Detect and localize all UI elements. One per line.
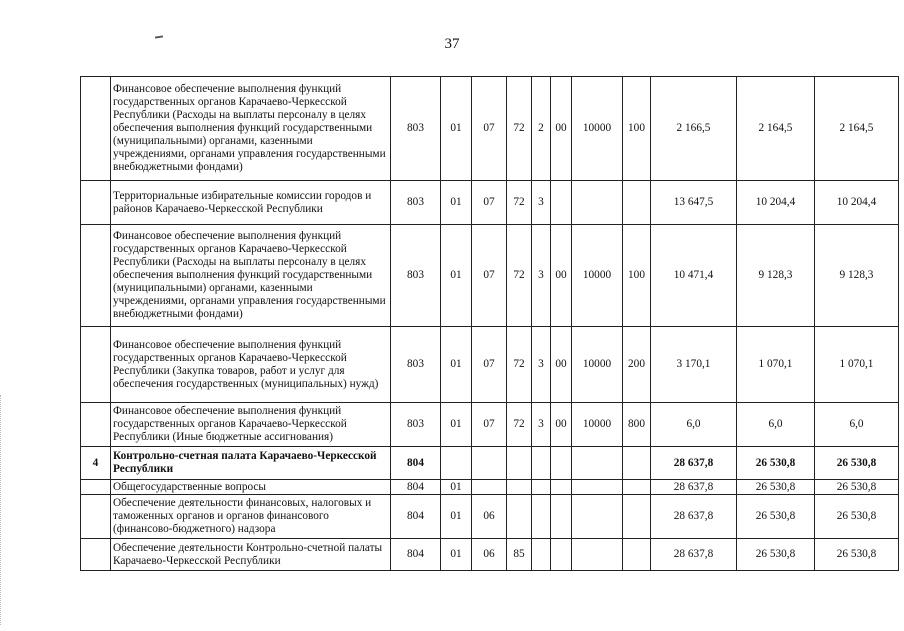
amount-year-2: 9 128,3 <box>737 225 815 327</box>
expense-type-code <box>623 539 651 571</box>
subsection-code: 07 <box>472 225 507 327</box>
expense-type-code: 100 <box>623 225 651 327</box>
subsection-code: 07 <box>472 327 507 403</box>
amount-year-2: 10 204,4 <box>737 181 815 225</box>
direction-code: 10000 <box>572 77 623 181</box>
row-number <box>81 225 111 327</box>
row-description: Территориальные избирательные комиссии городов и районов Карачаево-Черкесской Республики <box>111 181 391 225</box>
ministry-code: 803 <box>391 327 441 403</box>
amount-year-3: 1 070,1 <box>815 327 899 403</box>
direction-code <box>572 447 623 480</box>
expense-type-code: 200 <box>623 327 651 403</box>
row-number <box>81 181 111 225</box>
row-description: Финансовое обеспечение выполнения функций государственных органов Карачаево-Черкесской Республики (Закупка товаров, работ и услуг для обеспечения государственных (муниципальных) нужд) <box>111 327 391 403</box>
row-number: 4 <box>81 447 111 480</box>
amount-year-1: 28 637,8 <box>651 447 737 480</box>
amount-year-1: 28 637,8 <box>651 539 737 571</box>
subsection-code: 07 <box>472 181 507 225</box>
amount-year-2: 2 164,5 <box>737 77 815 181</box>
main-event-code <box>551 181 572 225</box>
table-row <box>81 77 899 181</box>
amount-year-1: 3 170,1 <box>651 327 737 403</box>
program-code: 72 <box>507 181 532 225</box>
table-row <box>81 327 899 403</box>
amount-year-1: 28 637,8 <box>651 495 737 539</box>
amount-year-1: 10 471,4 <box>651 225 737 327</box>
expense-type-code: 100 <box>623 77 651 181</box>
ministry-code: 803 <box>391 77 441 181</box>
expense-type-code: 800 <box>623 403 651 447</box>
budget-table <box>80 76 899 571</box>
ministry-code: 804 <box>391 480 441 495</box>
main-event-code <box>551 447 572 480</box>
expense-type-code <box>623 181 651 225</box>
row-number <box>81 327 111 403</box>
main-event-code <box>551 495 572 539</box>
amount-year-1: 2 166,5 <box>651 77 737 181</box>
program-code: 72 <box>507 403 532 447</box>
table-row <box>81 181 899 225</box>
direction-code: 10000 <box>572 403 623 447</box>
subsection-code: 06 <box>472 495 507 539</box>
direction-code: 10000 <box>572 225 623 327</box>
table-row <box>81 225 899 327</box>
amount-year-2: 1 070,1 <box>737 327 815 403</box>
subsection-code: 07 <box>472 403 507 447</box>
row-number <box>81 480 111 495</box>
amount-year-2: 26 530,8 <box>737 495 815 539</box>
section-code: 01 <box>441 539 472 571</box>
ministry-code: 804 <box>391 539 441 571</box>
main-event-code <box>551 480 572 495</box>
ministry-code: 803 <box>391 403 441 447</box>
main-event-code: 00 <box>551 77 572 181</box>
direction-code <box>572 480 623 495</box>
direction-code: 10000 <box>572 327 623 403</box>
row-description: Обеспечение деятельности Контрольно-счетной палаты Карачаево-Черкесской Республики <box>111 539 391 571</box>
subprogram-code: 2 <box>532 77 551 181</box>
amount-year-2: 6,0 <box>737 403 815 447</box>
ministry-code: 804 <box>391 447 441 480</box>
row-number <box>81 77 111 181</box>
section-code <box>441 447 472 480</box>
amount-year-1: 13 647,5 <box>651 181 737 225</box>
expense-type-code <box>623 447 651 480</box>
amount-year-3: 10 204,4 <box>815 181 899 225</box>
ministry-code: 804 <box>391 495 441 539</box>
program-code <box>507 447 532 480</box>
program-code <box>507 495 532 539</box>
row-number <box>81 403 111 447</box>
row-description: Общегосударственные вопросы <box>111 480 391 495</box>
section-code: 01 <box>441 327 472 403</box>
section-code: 01 <box>441 225 472 327</box>
table-body <box>81 77 899 571</box>
row-description: Контрольно-счетная палата Карачаево-Черкесской Республики <box>111 447 391 480</box>
main-event-code: 00 <box>551 225 572 327</box>
amount-year-2: 26 530,8 <box>737 539 815 571</box>
row-description: Обеспечение деятельности финансовых, налоговых и таможенных органов и органов финансового (финансово-бюджетного) надзора <box>111 495 391 539</box>
direction-code <box>572 495 623 539</box>
program-code: 72 <box>507 225 532 327</box>
main-event-code <box>551 539 572 571</box>
expense-type-code <box>623 480 651 495</box>
subsection-code <box>472 480 507 495</box>
row-description: Финансовое обеспечение выполнения функций государственных органов Карачаево-Черкесской Республики (Иные бюджетные ассигнования) <box>111 403 391 447</box>
table-row <box>81 447 899 480</box>
row-number <box>81 495 111 539</box>
expense-type-code <box>623 495 651 539</box>
amount-year-3: 2 164,5 <box>815 77 899 181</box>
subsection-code <box>472 447 507 480</box>
direction-code <box>572 539 623 571</box>
table-row <box>81 495 899 539</box>
row-description: Финансовое обеспечение выполнения функций государственных органов Карачаево-Черкесской Республики (Расходы на выплаты персоналу в целях обеспечения выполнения функций государственными (муниципальными) органами, казенными учреждениями, органами управления государственными внебюджетными фондами) <box>111 225 391 327</box>
table-row <box>81 403 899 447</box>
table-row <box>81 539 899 571</box>
amount-year-3: 9 128,3 <box>815 225 899 327</box>
table-row <box>81 480 899 495</box>
program-code: 85 <box>507 539 532 571</box>
amount-year-3: 6,0 <box>815 403 899 447</box>
amount-year-1: 28 637,8 <box>651 480 737 495</box>
subprogram-code: 3 <box>532 225 551 327</box>
direction-code <box>572 181 623 225</box>
subsection-code: 06 <box>472 539 507 571</box>
program-code: 72 <box>507 77 532 181</box>
amount-year-2: 26 530,8 <box>737 447 815 480</box>
section-code: 01 <box>441 403 472 447</box>
amount-year-1: 6,0 <box>651 403 737 447</box>
section-code: 01 <box>441 77 472 181</box>
section-code: 01 <box>441 181 472 225</box>
subprogram-code <box>532 539 551 571</box>
ministry-code: 803 <box>391 181 441 225</box>
subprogram-code: 3 <box>532 403 551 447</box>
subprogram-code: 3 <box>532 181 551 225</box>
subprogram-code <box>532 447 551 480</box>
row-number <box>81 539 111 571</box>
ministry-code: 803 <box>391 225 441 327</box>
main-event-code: 00 <box>551 327 572 403</box>
main-event-code: 00 <box>551 403 572 447</box>
amount-year-2: 26 530,8 <box>737 480 815 495</box>
program-code <box>507 480 532 495</box>
row-description: Финансовое обеспечение выполнения функций государственных органов Карачаево-Черкесской Республики (Расходы на выплаты персоналу в целях обеспечения выполнения функций государственными (муниципальными) органами, казенными учреждениями, органами управления государственными внебюджетными фондами) <box>111 77 391 181</box>
amount-year-3: 26 530,8 <box>815 447 899 480</box>
section-code: 01 <box>441 495 472 539</box>
amount-year-3: 26 530,8 <box>815 480 899 495</box>
amount-year-3: 26 530,8 <box>815 495 899 539</box>
page-number: 37 <box>444 36 460 52</box>
subprogram-code: 3 <box>532 327 551 403</box>
scan-edge <box>0 395 4 625</box>
section-code: 01 <box>441 480 472 495</box>
amount-year-3: 26 530,8 <box>815 539 899 571</box>
subsection-code: 07 <box>472 77 507 181</box>
subprogram-code <box>532 495 551 539</box>
program-code: 72 <box>507 327 532 403</box>
subprogram-code <box>532 480 551 495</box>
